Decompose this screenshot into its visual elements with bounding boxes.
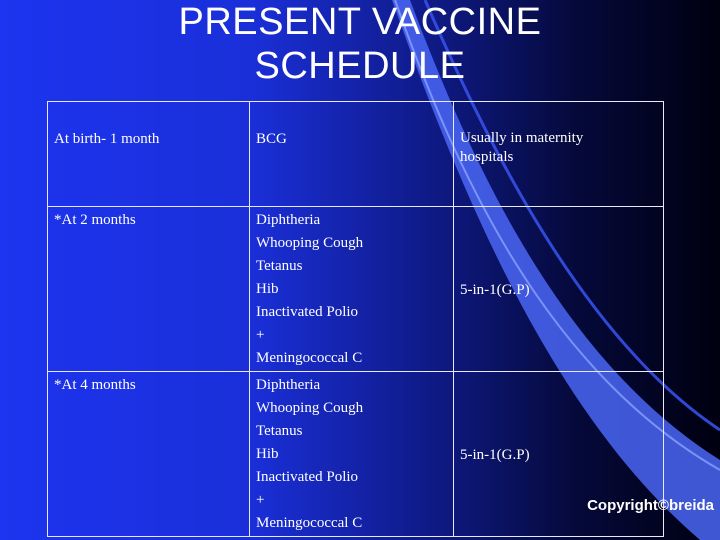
table-row [48, 207, 664, 372]
vaccine-name: Whooping Cough [256, 235, 364, 251]
table-row [48, 372, 664, 537]
age-label: *At 2 months [54, 212, 136, 228]
age-label: *At 4 months [54, 377, 136, 393]
location-text: 5-in-1(G.P) [460, 446, 530, 463]
vaccine-name: Inactivated Polio [256, 304, 359, 320]
vaccine-name: Tetanus [256, 423, 303, 439]
vaccine-name: Meningococcal C [256, 350, 363, 366]
location-text: Usually in maternity [460, 130, 584, 146]
vaccines-cell [250, 372, 454, 537]
vaccine-name: BCG [256, 131, 287, 147]
vaccine-name: + [256, 492, 265, 508]
copyright-notice: Copyright©breida [587, 497, 714, 514]
location-cell [454, 207, 664, 372]
vaccine-name: Diphtheria [256, 377, 321, 393]
slide-title [0, 0, 720, 88]
vaccine-name: Inactivated Polio [256, 469, 359, 485]
title-line-2: SCHEDULE [254, 45, 466, 87]
age-cell [48, 372, 250, 537]
title-line-1: PRESENT VACCINE [178, 1, 542, 43]
vaccine-name: + [256, 327, 265, 343]
vaccine-name: Hib [256, 446, 279, 462]
vaccine-name: Tetanus [256, 258, 303, 274]
vaccine-name: Meningococcal C [256, 515, 363, 531]
vaccine-name: Diphtheria [256, 212, 321, 228]
vaccines-cell [250, 102, 454, 207]
age-label: At birth- 1 month [54, 131, 160, 147]
vaccine-name: Whooping Cough [256, 400, 364, 416]
location-text: 5-in-1(G.P) [460, 281, 530, 298]
vaccine-schedule-table [47, 101, 664, 537]
age-cell [48, 207, 250, 372]
age-cell [48, 102, 250, 207]
location-cell [454, 102, 664, 207]
table-row [48, 102, 664, 207]
location-text: hospitals [460, 149, 514, 165]
vaccines-cell [250, 207, 454, 372]
vaccine-name: Hib [256, 281, 279, 297]
